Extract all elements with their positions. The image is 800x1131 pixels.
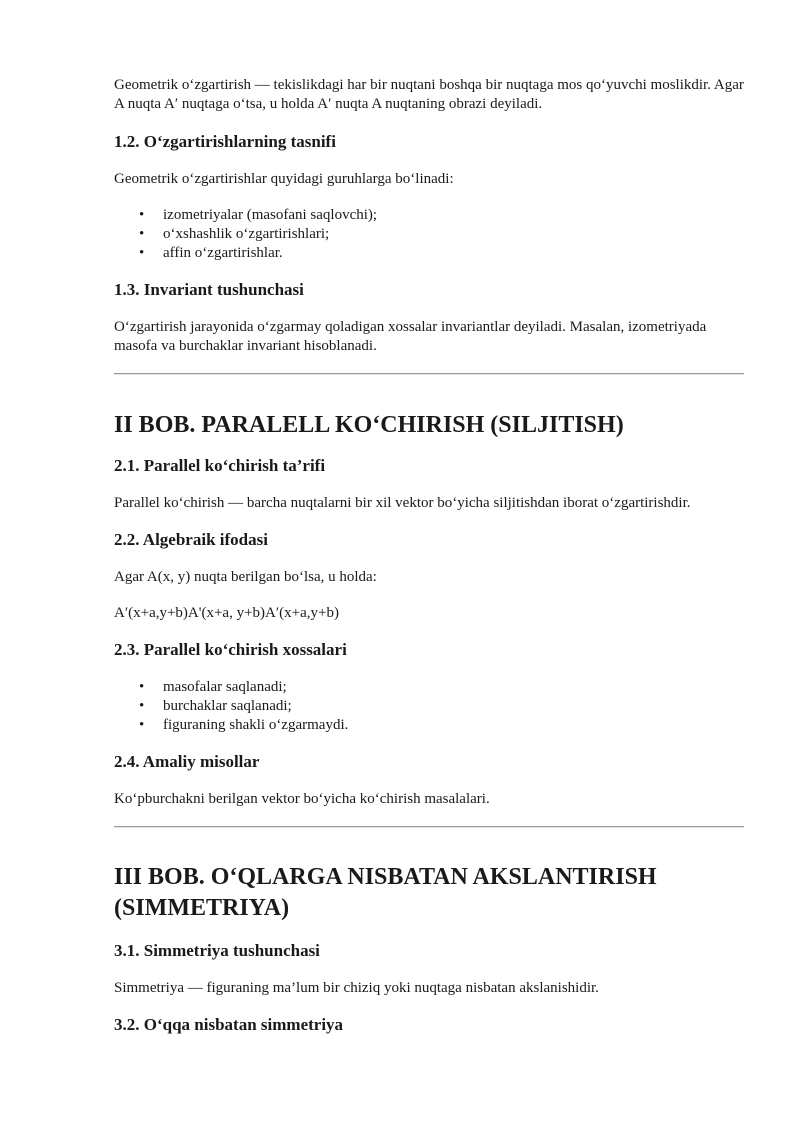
formula-line: A′(x+a,y+b)A'(x+a, y+b)A′(x+a,y+b) — [114, 605, 339, 621]
classification-list — [114, 206, 744, 263]
section-heading-2-1: 2.1. Parallel ko‘chirish ta’rifi — [114, 456, 326, 475]
bullet-icon: • — [139, 226, 145, 242]
chapter-2-title: II BOB. PARALELL KO‘CHIRISH (SILJITISH) — [114, 412, 624, 438]
section-heading-3-1: 3.1. Simmetriya tushunchasi — [114, 941, 320, 960]
bullet-icon: • — [139, 679, 145, 695]
list-item — [114, 678, 744, 697]
list-item-text: masofalar saqlanadi; — [163, 679, 287, 695]
list-item — [114, 716, 744, 735]
list-item-text: o‘xshashlik o‘zgartirishlari; — [163, 226, 330, 242]
list-item-text: izometriyalar (masofani saqlovchi); — [163, 207, 378, 223]
list-item-text: figuraning shakli o‘zgarmaydi. — [163, 717, 349, 733]
section-2-4-paragraph: Ko‘pburchakni berilgan vektor bo‘yicha ko‘chirish masalalari. — [114, 791, 490, 807]
bullet-icon: • — [139, 698, 145, 714]
section-heading-2-2: 2.2. Algebraik ifodasi — [114, 530, 268, 549]
section-heading-1-3: 1.3. Invariant tushunchasi — [114, 280, 304, 299]
section-1-2-paragraph: Geometrik o‘zgartirishlar quyidagi guruhlarga bo‘linadi: — [114, 171, 454, 187]
section-heading-2-3: 2.3. Parallel ko‘chirish xossalari — [114, 640, 347, 659]
list-item — [114, 244, 744, 263]
section-divider — [114, 826, 744, 828]
list-item-text: affin o‘zgartirishlar. — [163, 245, 283, 261]
section-2-2-paragraph: Agar A(x, y) nuqta berilgan bo‘lsa, u holda: — [114, 569, 377, 585]
section-heading-2-4: 2.4. Amaliy misollar — [114, 752, 260, 771]
properties-list — [114, 678, 744, 735]
list-item — [114, 225, 744, 244]
bullet-icon: • — [139, 245, 145, 261]
intro-paragraph: Geometrik o‘zgartirish — tekislikdagi har bir nuqtani boshqa bir nuqtaga mos qo‘yuvchi moslikdir. Agar A nuqta A′ nuqtaga o‘tsa, u holda A′ nuqta A nuqtaning obrazi deyiladi. — [114, 77, 744, 112]
list-item — [114, 697, 744, 716]
section-3-1-paragraph: Simmetriya — figuraning ma’lum bir chiziq yoki nuqtaga nisbatan akslanishidir. — [114, 980, 599, 996]
bullet-icon: • — [139, 717, 145, 733]
section-divider — [114, 373, 744, 375]
list-item — [114, 206, 744, 225]
section-heading-1-2: 1.2. O‘zgartirishlarning tasnifi — [114, 132, 336, 151]
bullet-icon: • — [139, 207, 145, 223]
list-item-text: burchaklar saqlanadi; — [163, 698, 292, 714]
document-page — [114, 76, 744, 1036]
section-2-1-paragraph: Parallel ko‘chirish — barcha nuqtalarni bir xil vektor bo‘yicha siljitishdan iborat o‘zgartirishdir. — [114, 495, 691, 511]
section-1-3-paragraph: O‘zgartirish jarayonida o‘zgarmay qoladigan xossalar invariantlar deyiladi. Masalan, izometriyada masofa va burchaklar invariant hisoblanadi. — [114, 319, 707, 354]
chapter-3-title: III BOB. O‘QLARGA NISBATAN AKSLANTIRISH (SIMMETRIYA) — [114, 864, 657, 921]
section-heading-3-2: 3.2. O‘qqa nisbatan simmetriya — [114, 1015, 344, 1034]
